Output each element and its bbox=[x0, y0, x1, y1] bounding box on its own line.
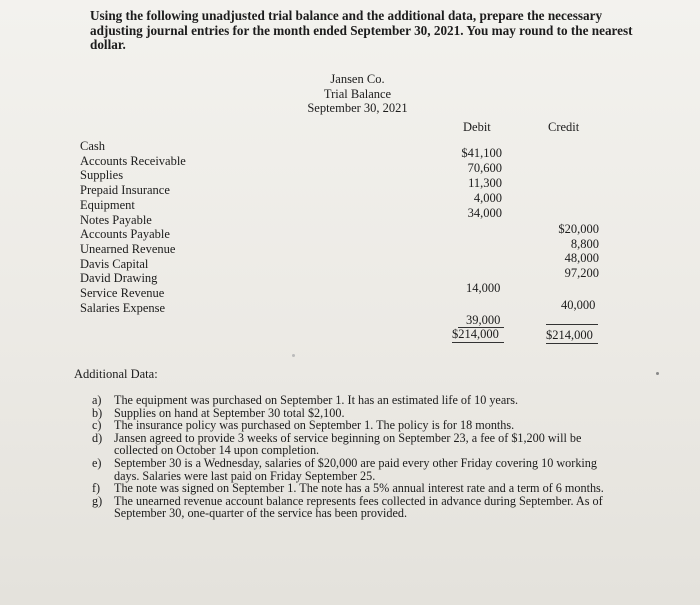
account-name: Davis Capital bbox=[80, 256, 149, 271]
account-name: Notes Payable bbox=[80, 212, 152, 227]
account-name: Accounts Payable bbox=[80, 227, 170, 242]
credit-value: $20,000 bbox=[558, 222, 599, 236]
credit-values bbox=[535, 222, 599, 280]
credit-column-header: Credit bbox=[548, 120, 580, 134]
item-text: The unearned revenue account balance represents fees collected in advance during September. As of September 30, one-quarter of the service has been provided. bbox=[114, 493, 603, 521]
debit-total: $214,000 bbox=[452, 327, 499, 341]
item-text: The insurance policy was purchased on September 1. The policy is for 18 months. bbox=[114, 418, 515, 433]
account-name: Salaries Expense bbox=[80, 300, 166, 315]
item-text: The equipment was purchased on September 1. It has an estimated life of 10 years. bbox=[114, 393, 519, 407]
credit-total-underline bbox=[546, 343, 598, 344]
debit-value: 11,300 bbox=[468, 176, 502, 190]
credit-total: $214,000 bbox=[546, 328, 593, 342]
credit-value: 8,800 bbox=[570, 236, 599, 251]
item-label: g) bbox=[92, 493, 103, 508]
credit-total-rule bbox=[546, 324, 598, 325]
trial-balance-title bbox=[300, 72, 415, 116]
account-name: Accounts Receivable bbox=[80, 153, 186, 168]
account-name: Prepaid Insurance bbox=[80, 183, 170, 198]
statement-date: September 30, 2021 bbox=[307, 101, 408, 115]
account-name: David Drawing bbox=[80, 271, 158, 286]
additional-data-list bbox=[92, 394, 612, 520]
debit-values bbox=[440, 146, 502, 221]
item-label: f) bbox=[92, 481, 101, 496]
account-name: Unearned Revenue bbox=[80, 241, 176, 256]
list-item bbox=[92, 495, 612, 520]
debit-value: 34,000 bbox=[467, 206, 502, 220]
credit-value: 48,000 bbox=[564, 251, 599, 265]
account-name: Cash bbox=[80, 139, 105, 153]
company-name: Jansen Co. bbox=[330, 72, 385, 86]
item-label: d) bbox=[92, 430, 103, 445]
account-list bbox=[80, 139, 260, 315]
smudge-mark bbox=[656, 372, 659, 375]
smudge-mark bbox=[292, 354, 295, 357]
list-item bbox=[92, 432, 612, 457]
item-label: a) bbox=[92, 393, 102, 407]
salaries-debit: 39,000 bbox=[466, 313, 501, 327]
service-revenue-credit: 40,000 bbox=[561, 298, 596, 312]
item-text: Jansen agreed to provide 3 weeks of service beginning on September 23, a fee of $1,200 will be collected on October 14 upon completion. bbox=[114, 430, 582, 458]
list-item bbox=[92, 457, 612, 482]
item-label: c) bbox=[92, 418, 102, 433]
item-text: Supplies on hand at September 30 total $2,100. bbox=[114, 405, 345, 420]
additional-data-title: Additional Data: bbox=[74, 367, 158, 381]
item-text: September 30 is a Wednesday, salaries of $20,000 are paid every other Friday covering 10 working days. Salaries were last paid on Friday September 25. bbox=[114, 455, 597, 483]
item-label: e) bbox=[92, 455, 102, 470]
debit-total-underline bbox=[452, 342, 504, 343]
account-name: Supplies bbox=[80, 168, 124, 183]
account-name: Equipment bbox=[80, 197, 135, 212]
drawing-debit: 14,000 bbox=[466, 281, 501, 295]
item-label: b) bbox=[92, 405, 103, 420]
debit-value: 4,000 bbox=[473, 191, 502, 205]
credit-value: 97,200 bbox=[564, 265, 599, 280]
debit-value: $41,100 bbox=[461, 146, 502, 160]
debit-value: 70,600 bbox=[467, 161, 502, 175]
debit-column-header: Debit bbox=[463, 120, 491, 134]
item-text: The note was signed on September 1. The note has a 5% annual interest rate and a term of 6 months. bbox=[114, 481, 604, 496]
account-name: Service Revenue bbox=[80, 286, 165, 301]
statement-name: Trial Balance bbox=[323, 86, 392, 101]
instructions-heading: Using the following unadjusted trial balance and the additional data, prepare the necessary adjusting journal entries for the month ended September 30, 2021. You may round to the nearest dollar. bbox=[90, 8, 633, 52]
